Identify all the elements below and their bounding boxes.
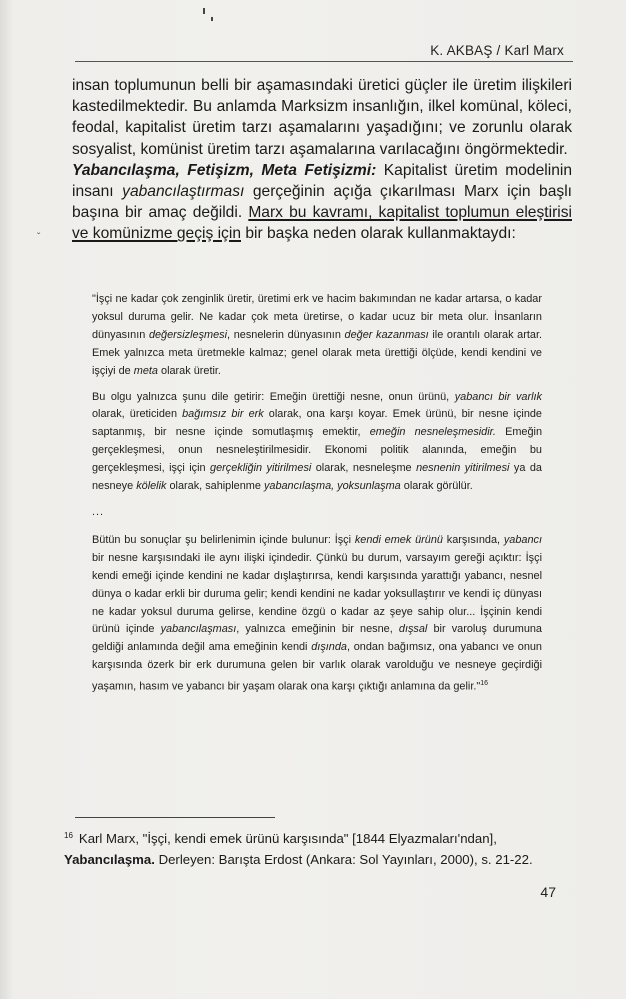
para2-text-b: gerçeğinin açığa çıkarılması Marx için başlı başına bir amaç değildi.	[72, 183, 572, 222]
quote-italic-text: bağımsız bir erk	[182, 408, 264, 421]
footnote-rule	[75, 817, 275, 818]
section-heading: Yabancılaşma, Fetişizm, Meta Fetişizmi:	[72, 161, 377, 179]
para2-text-c: bir başka neden olarak kullanmaktaydı:	[241, 225, 516, 243]
quote-text: Emeğin gerçekleşmesi, onun nesneleştirilmesidir. Ekonomi politik alanında, emeğin bu gerçekleşmesi, işçi için	[92, 426, 543, 475]
quote-italic-text: yabancılaşma, yoksunlaşma	[263, 480, 401, 493]
para2-italic: yabancılaştırması	[122, 183, 245, 201]
quote-italic-text: emeğin nesneleşmesidir.	[369, 426, 496, 439]
scan-speck	[211, 17, 213, 21]
quote-italic-text: kölelik	[136, 480, 167, 493]
quote-text: Bütün bu sonuçlar şu belirlenimin içinde bulunur: İşçi	[92, 533, 355, 546]
footnote-text-b: Derleyen: Barışta Erdost (Ankara: Sol Yayınları, 2000), s. 21-22.	[154, 851, 533, 867]
quote-italic-text: meta	[133, 364, 158, 377]
quote-text: olarak görülür.	[400, 480, 473, 493]
quote-italic-text: yabancılaşması	[160, 623, 237, 636]
quote-italic-text: değersizleşmesi	[148, 328, 228, 341]
body-text	[72, 75, 572, 245]
margin-pen-mark: ˇ	[37, 232, 41, 243]
paragraph-2	[72, 160, 572, 245]
para2-text-a: Kapitalist üretim modelinin insanı	[72, 161, 572, 201]
quote-text: , ondan bağımsız, ona yabancı ve onun karşısında özerk bir erk durumuna gelen bir varlık olarak varolduğu ve nesneye geçirdiği yaşamın, hasım ve yabancı bir yaşam olarak ona karşı çıktığı anlamına da gelir."	[92, 641, 542, 693]
footnote-marker: 16	[64, 831, 73, 840]
quote-text: olarak, sahiplenme	[166, 480, 264, 493]
quote-italic-text: gerçekliğin yitirilmesi	[210, 462, 312, 475]
quote-text: olarak, ona karşı koyar. Emek ürünü, bir nesne içinde saptanmış, bir nesne içinde somutlaşmış emektir,	[92, 408, 542, 439]
running-header: K. AKBAŞ / Karl Marx	[430, 43, 564, 58]
quote-italic-text: değer kazanması	[344, 328, 429, 341]
quote-text: "İşçi ne kadar çok zenginlik üretir, üretimi erk ve hacim bakımından ne kadar artarsa, o kadar yoksul duruma gelir. Ne kadar çok meta üretirse, o kadar ucuz bir meta olur. İnsanların dünyasının	[92, 293, 542, 341]
quote-italic-text: yabancı	[503, 533, 542, 546]
scan-speck	[203, 8, 205, 14]
quote-text: olarak, üreticiden	[92, 408, 183, 421]
quote-text: ya da nesneye	[92, 462, 542, 493]
header-rule	[75, 61, 573, 62]
quote-italic-text: kendi emek ürünü	[354, 533, 443, 546]
quote-italic-text: dışsal	[398, 623, 428, 636]
footnote-book-title: Yabancılaşma.	[64, 851, 155, 867]
quote-text: Bu olgu yalnızca şunu dile getirir: Emeğin ürettiği nesne, onun ürünü,	[92, 390, 455, 403]
quote-text: , yalnızca emeğinin bir nesne,	[236, 623, 399, 636]
quote-text: bir varoluş durumuna geldiği anlamında değil ama emeğinin kendi	[92, 623, 542, 654]
quote-paragraph-2	[92, 389, 542, 496]
page-number: 47	[540, 884, 556, 900]
quote-ellipsis: ...	[92, 505, 105, 518]
paragraph-1: insan toplumunun belli bir aşamasındaki üretici güçler ile üretim ilişkileri kastedilmektedir. Bu anlamda Marksizm insanlığın, ilkel komünal, köleci, feodal, kapitalist üretim tarzı aşamalarını yaşadığını; ve zorunlu olarak sosyalist, komünist üretim tarzı aşamalarına varılacağını öngörmektedir.	[72, 77, 572, 158]
quote-text: olarak, nesneleşme	[311, 462, 417, 475]
quote-italic-text: dışında	[311, 641, 347, 654]
quote-paragraph-3	[92, 532, 542, 697]
quote-text: karşısında,	[442, 533, 504, 546]
quote-paragraph-1	[92, 291, 542, 381]
quote-text: bir nesne karşısındaki ile aynı ilişki içindedir. Çünkü bu durum, varsayım gereği açıktır: İşçi kendi emeği içinde kendini ne kadar dışlaştırırsa, kendi karşısında yarattığı yabancı, nesnel dünya o kadar erkli bir duruma gelir; kendi kendini ne kadar yoksullaştırır ve kendi iç dünyası ne kadar yoksul duruma gelirse, kendine özgü o kadar az şeye sahip olur... İşçinin kendi ürünü içinde	[92, 551, 542, 636]
block-quote	[92, 291, 542, 705]
quote-italic-text: nesnenin yitirilmesi	[416, 462, 510, 475]
footnote	[64, 826, 572, 870]
footnote-reference: 16	[480, 680, 489, 688]
quote-italic-text: yabancı bir varlık	[454, 390, 542, 403]
quote-text: olarak üretir.	[157, 364, 221, 377]
footnote-text-a: Karl Marx, "İşçi, kendi emek ürünü karşısında" [1844 Elyazmaları'ndan],	[78, 831, 497, 846]
quote-text: ile orantılı olarak artar. Emek yalnızca meta üretmekle kalmaz; genel olarak meta ürettiği ölçüde, kendi kendini ve işçiyi de	[92, 328, 542, 377]
quote-text: , nesnelerin dünyasının	[227, 328, 345, 341]
para2-underlined-text: Marx bu kavramı, kapitalist toplumun eleştirisi ve komünizme geçiş için	[72, 204, 572, 243]
